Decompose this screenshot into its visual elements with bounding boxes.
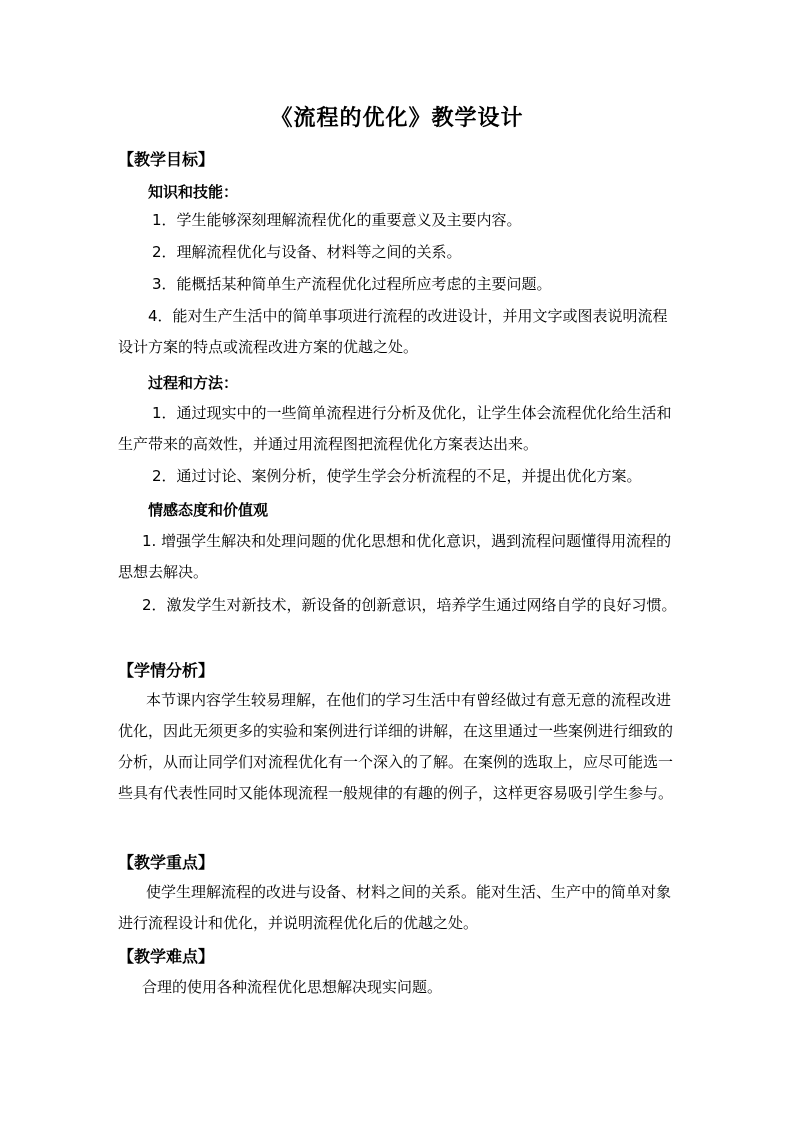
heading-analysis: 【学情分析】 bbox=[118, 661, 215, 680]
knowledge-item-1: 1．学生能够深刻理解流程优化的重要意义及主要内容。 bbox=[152, 211, 522, 229]
subheading-knowledge: 知识和技能： bbox=[148, 183, 239, 201]
subheading-emotion: 情感态度和价值观 bbox=[148, 501, 269, 519]
difficulties-text: 合理的使用各种流程优化思想解决现实问题。 bbox=[142, 978, 443, 996]
subheading-process: 过程和方法： bbox=[148, 374, 239, 392]
process-item-1: 1．通过现实中的一些简单流程进行分析及优化，让学生体会流程优化给生活和生产带来的高效性，并通过用流程图把流程优化方案表达出来。 bbox=[118, 404, 672, 453]
emotion-item-1: 1. 增强学生解决和处理问题的优化思想和优化意识，遇到流程问题懂得用流程的思想去解决。 bbox=[118, 532, 672, 581]
knowledge-item-4: 4．能对生产生活中的简单事项进行流程的改进设计，并用文字或图表说明流程设计方案的特点或流程改进方案的优越之处。 bbox=[118, 307, 668, 356]
process-item-2: 2．通过讨论、案例分析，使学生学会分析流程的不足，并提出优化方案。 bbox=[152, 467, 642, 485]
key-points-text: 使学生理解流程的改进与设备、材料之间的关系。能对生活、生产中的简单对象进行流程设计和优化，并说明流程优化后的优越之处。 bbox=[118, 883, 672, 932]
document-title: 《流程的优化》教学设计 bbox=[270, 106, 524, 131]
emotion-item-2: 2．激发学生对新技术，新设备的创新意识，培养学生通过网络自学的良好习惯。 bbox=[142, 596, 677, 614]
heading-key-points: 【教学重点】 bbox=[118, 853, 215, 872]
analysis-text: 本节课内容学生较易理解，在他们的学习生活中有曾经做过有意无意的流程改进优化，因此无须更多的实验和案例进行详细的讲解，在这里通过一些案例进行细致的分析，从而让同学们对流程优化有一个深入的了解。在案例的选取上，应尽可能选一些具有代表性同时又能体现流程一般规律的有趣的例子，这样更容易吸引学生参与。 bbox=[118, 691, 674, 802]
heading-objectives: 【教学目标】 bbox=[118, 150, 215, 169]
heading-difficulties: 【教学难点】 bbox=[118, 947, 215, 966]
knowledge-item-3: 3．能概括某种简单生产流程优化过程所应考虑的主要问题。 bbox=[152, 275, 552, 293]
knowledge-item-2: 2．理解流程优化与设备、材料等之间的关系。 bbox=[152, 243, 462, 261]
